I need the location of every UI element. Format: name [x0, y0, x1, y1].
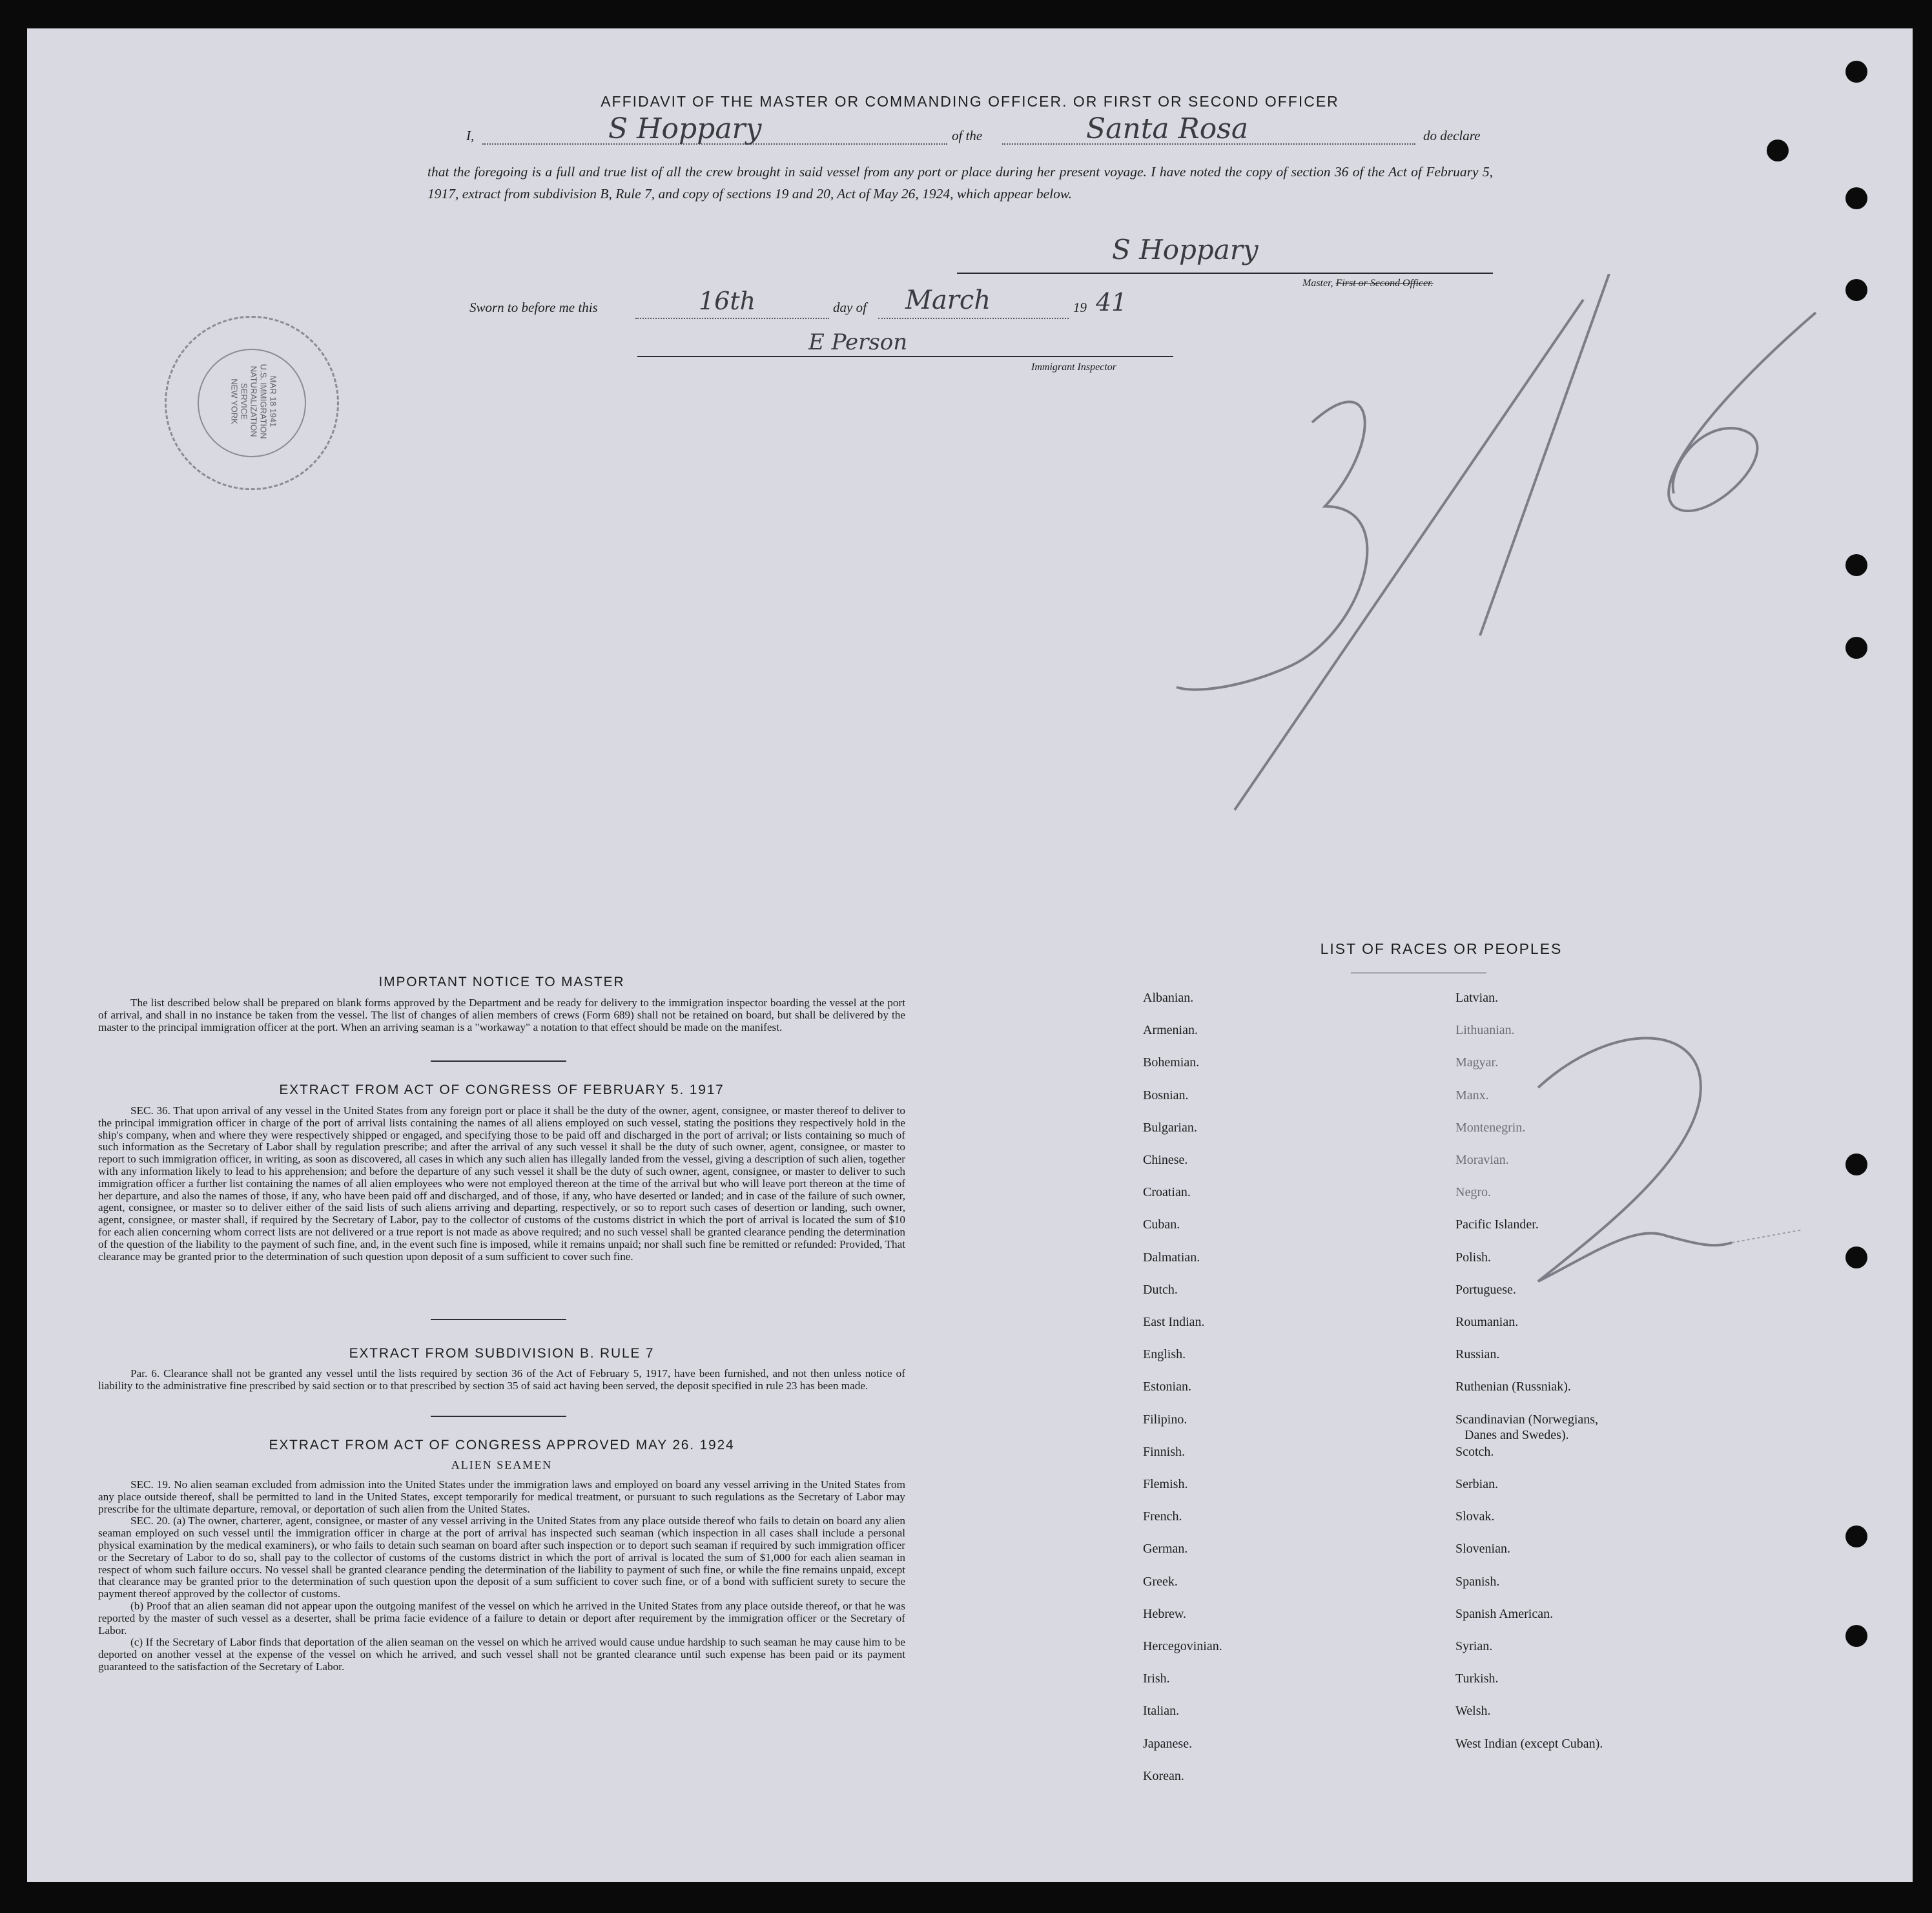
race-item: Roumanian.	[1455, 1315, 1519, 1329]
sworn-day-line	[635, 318, 829, 319]
race-item: Greek.	[1143, 1575, 1178, 1589]
stamp-line: SERVICE	[239, 383, 249, 420]
race-item: Scandinavian (Norwegians,	[1455, 1412, 1599, 1427]
inspector-line	[637, 356, 1173, 357]
divider	[431, 1060, 566, 1062]
race-item: Armenian.	[1143, 1023, 1198, 1037]
race-item: Moravian.	[1455, 1153, 1509, 1167]
affidavit-body: that the foregoing is a full and true list of all the crew brought in said vessel from any port or place during her present voyage. I have noted the copy of section 36 of the Act of February 5, 1917, extract from subdivision B, Rule 7, and copy of sections 19 and 20, Act of May 26, 1924, which appear below.	[427, 164, 1493, 202]
par-6-paragraph: Par. 6. Clearance shall not be granted any vessel until the lists required by section 36 of the Act of February 5, 1917, have been furnished, and not then unless notice of liability to the administrative fine prescribed by said section or to that prescribed by section 35 of said act having been served, the deposit specified in rule 23 has been made.	[98, 1367, 905, 1392]
race-item: Hebrew.	[1143, 1607, 1187, 1621]
race-item: English.	[1143, 1347, 1186, 1361]
race-item: Flemish.	[1143, 1477, 1188, 1491]
stamp-line: U.S. IMMIGRATION	[258, 364, 269, 439]
immigration-stamp	[165, 316, 339, 490]
pencil-mark-3-16	[1157, 274, 1867, 920]
sworn-label: Sworn to before me this	[469, 300, 598, 315]
sec-36-paragraph: SEC. 36. That upon arrival of any vessel in the United States from any foreign port or place it shall be the duty of the owner, agent, consignee, or master thereof to deliver to the principal immigration officer in charge of the port of arrival lists containing the names of all aliens employed on such vessel, stating the positions they respectively hold in the ship's company, when and where they were respectively shipped or engaged, and specifying those to be paid off and discharged in the port of arrival; or lists containing so much of such information as the Secretary of Labor shall by regulation prescribe; and after the arrival of any such vessel it shall be the duty of such owner, agent, consignee, or master to report to such immigration officer, in writing, as soon as discovered, all cases in which any such alien has illegally landed from the vessel, giving a description of such alien, together with any information likely to lead to his apprehension; and before the departure of any such vessel it shall be the duty of such owner, agent, consignee, or master to deliver to such immigration officer a further list containing the names of all alien employees who were not employed thereon at the time of the arrival but who will leave port thereon at the time of her departure, and also the names of those, if any, who have been paid off and discharged, and of those, if any, who have deserted or landed; and in case of the failure of such owner, agent, consignee, or master so to deliver either of the said lists of such aliens arriving and departing, respectively, or so to report such cases of desertion or landing, such owner, agent, consignee, or master shall, if required by the Secretary of Labor, pay to the collector of customs of the customs district in which the port of arrival is located the sum of $10 for each alien concerning whom correct lists are not delivered or a true report is not made as above required; and no such vessel shall be granted clearance pending the determination of the question of the liability to the payment of such fine, and, in the event such fine is imposed, while it remains unpaid; nor shall such fine be remitted or refunded: Provided, That clearance may be granted prior to the determination of such question upon deposit of a sum sufficient to cover such fine.	[98, 1104, 905, 1263]
race-item: Pacific Islander.	[1455, 1217, 1539, 1232]
race-item: Montenegrin.	[1455, 1121, 1526, 1135]
day-handwritten: 16th	[699, 287, 756, 315]
race-item: Spanish.	[1455, 1575, 1500, 1589]
race-item: Turkish.	[1455, 1671, 1499, 1686]
race-item: Portuguese.	[1455, 1283, 1516, 1297]
race-item: Polish.	[1455, 1250, 1492, 1265]
race-item: Magyar.	[1455, 1055, 1499, 1070]
race-item: Korean.	[1143, 1769, 1184, 1783]
month-handwritten: March	[905, 285, 991, 315]
race-item: Croatian.	[1143, 1185, 1191, 1199]
sworn-month-line	[878, 318, 1069, 319]
master-name-handwritten: S Hoppary	[608, 112, 762, 145]
notice-paragraph: The list described below shall be prepared on blank forms approved by the Department and be ready for delivery to the immigration inspector boarding the vessel at the port of arrival, and shall in no instance be taken from the vessel. The list of changes of alien members of crews (Form 689) shall not be retained on board, but shall be delivered by the master to the principal immigration officer at the port. When an arriving seaman is a "workaway" a notation to that effect should be made on the manifest.	[98, 997, 905, 1033]
vessel-name-handwritten: Santa Rosa	[1086, 112, 1249, 145]
race-item: Filipino.	[1143, 1412, 1187, 1427]
extract-1917-title: EXTRACT FROM ACT OF CONGRESS OF FEBRUARY 5. 1917	[279, 1082, 724, 1097]
race-item: Chinese.	[1143, 1153, 1188, 1167]
race-item: Italian.	[1143, 1704, 1180, 1718]
master-signature: S Hoppary	[1112, 234, 1259, 265]
race-item: Hercegovinian.	[1143, 1639, 1222, 1653]
pencil-mark-2	[1499, 1010, 1809, 1294]
sec-20a-paragraph: SEC. 20. (a) The owner, charterer, agent, consignee, or master of any vessel arriving in the United States from any place outside thereof who fails to detain on board any alien seaman employed on such vessel until the immigration officer in charge at the port of arrival has inspected such seaman (which inspection in all cases shall include a personal physical examination by the medical examiners), or who fails to detain such seaman on board after such inspection or to deport such seaman if required by such immigration officer or the Secretary of Labor to do so, shall pay to the collector of customs of the customs district in which the port of arrival is located the sum of $1,000 for each alien seaman in respect of whom such failure occurs. No vessel shall be granted clearance pending the determination of the liability to payment of such fine, or while the fine remains unpaid, except that clearance may be granted prior to the determination of such question upon the deposit of a sum sufficient to cover such fine, or of a bond with sufficient surety to secure the payment thereof approved by the collector of customs.	[98, 1515, 905, 1600]
rule-7-body	[98, 1368, 905, 1392]
binder-hole	[1845, 554, 1867, 576]
race-item: Russian.	[1455, 1347, 1500, 1361]
race-item: Ruthenian (Russniak).	[1455, 1380, 1571, 1394]
of-the-label: of the	[952, 128, 983, 143]
year-prefix: 19	[1073, 300, 1087, 315]
inspector-caption: Immigrant Inspector	[1031, 362, 1116, 373]
caption-struck: First or Second Officer.	[1335, 278, 1434, 289]
affidavit-title: AFFIDAVIT OF THE MASTER OR COMMANDING OFFICER. OR FIRST OR SECOND OFFICER	[601, 93, 1339, 110]
race-item: Manx.	[1455, 1088, 1489, 1102]
binder-hole	[1845, 187, 1867, 209]
race-item: Negro.	[1455, 1185, 1491, 1199]
binder-hole	[1767, 140, 1789, 161]
document-page	[27, 28, 1913, 1882]
race-item: Bosnian.	[1143, 1088, 1189, 1102]
race-item: Slovak.	[1455, 1509, 1495, 1524]
stamp-line: NEW YORK	[229, 378, 240, 424]
sec-20c-paragraph: (c) If the Secretary of Labor finds that deportation of the alien seaman on the vessel on which he arrived would cause undue hardship to such seaman he may cause him to be deported on another vessel at the expense of the vessel on which he arrived, and such vessel shall not be granted clearance until such expense has been paid or its payment guaranteed to the satisfaction of the Secretary of Labor.	[98, 1636, 905, 1673]
race-item: Bulgarian.	[1143, 1121, 1197, 1135]
stamp-text	[230, 360, 278, 444]
race-item: West Indian (except Cuban).	[1455, 1737, 1603, 1751]
day-of-label: day of	[833, 300, 867, 315]
race-item: Dalmatian.	[1143, 1250, 1200, 1265]
year-handwritten: 41	[1096, 288, 1127, 316]
race-item: Latvian.	[1455, 991, 1499, 1005]
binder-hole	[1845, 1153, 1867, 1175]
race-item: Estonian.	[1143, 1380, 1191, 1394]
race-item: Scotch.	[1455, 1445, 1494, 1459]
race-item: Spanish American.	[1455, 1607, 1554, 1621]
sec-19-paragraph: SEC. 19. No alien seaman excluded from admission into the United States under the immigration laws and employed on board any vessel arriving in the United States from any place outside thereof, shall be permitted to land in the United States, except temporarily for medical treatment, or pursuant to such regulations as the Secretary of Labor may prescribe for the ultimate departure, removal, or deportation of such alien from the United States.	[98, 1478, 905, 1515]
notice-body	[98, 997, 905, 1033]
extract-1917-body	[98, 1105, 905, 1263]
race-item: Japanese.	[1143, 1737, 1193, 1751]
race-item: Slovenian.	[1455, 1542, 1510, 1556]
stamp-line: MAR 18 1941	[268, 375, 278, 428]
stamp-line: NATURALIZATION	[249, 366, 259, 437]
binder-hole	[1845, 279, 1867, 301]
race-item: Syrian.	[1455, 1639, 1493, 1653]
race-item: Welsh.	[1455, 1704, 1491, 1718]
race-item: Serbian.	[1455, 1477, 1499, 1491]
alien-seamen-subtitle: ALIEN SEAMEN	[451, 1458, 553, 1471]
race-item: Lithuanian.	[1455, 1023, 1515, 1037]
race-item: Cuban.	[1143, 1217, 1180, 1232]
rule-7-title: EXTRACT FROM SUBDIVISION B. RULE 7	[349, 1346, 655, 1361]
inspector-signature: E Person	[808, 329, 908, 355]
race-item: French.	[1143, 1509, 1182, 1524]
extract-1924-body	[98, 1479, 905, 1673]
race-item: Finnish.	[1143, 1445, 1186, 1459]
binder-hole	[1845, 1525, 1867, 1547]
race-item: East Indian.	[1143, 1315, 1205, 1329]
race-item: German.	[1143, 1542, 1188, 1556]
binder-hole	[1845, 1246, 1867, 1268]
divider	[431, 1416, 566, 1417]
binder-hole	[1845, 1625, 1867, 1647]
do-declare-label: do declare	[1423, 128, 1481, 143]
extract-1924-title: EXTRACT FROM ACT OF CONGRESS APPROVED MAY 26. 1924	[269, 1438, 735, 1453]
affidavit-i-label: I,	[466, 128, 475, 143]
race-item: Bohemian.	[1143, 1055, 1200, 1070]
race-item: Dutch.	[1143, 1283, 1178, 1297]
races-title: LIST OF RACES OR PEOPLES	[1320, 940, 1563, 957]
race-item: Albanian.	[1143, 991, 1194, 1005]
race-item: Irish.	[1143, 1671, 1170, 1686]
sec-20b-paragraph: (b) Proof that an alien seaman did not appear upon the outgoing manifest of the vessel on which he arrived in the United States from any place outside thereof, or that he was reported by the master of such vessel as a deserter, shall be prima facie evidence of a failure to detain or deport after requirement by the immigration officer or the Secretary of Labor.	[98, 1599, 905, 1637]
caption-master: Master,	[1302, 278, 1333, 289]
race-item: Danes and Swedes).	[1464, 1428, 1569, 1442]
binder-hole	[1845, 637, 1867, 659]
binder-hole	[1845, 61, 1867, 83]
divider	[431, 1319, 566, 1320]
notice-title: IMPORTANT NOTICE TO MASTER	[378, 975, 625, 989]
